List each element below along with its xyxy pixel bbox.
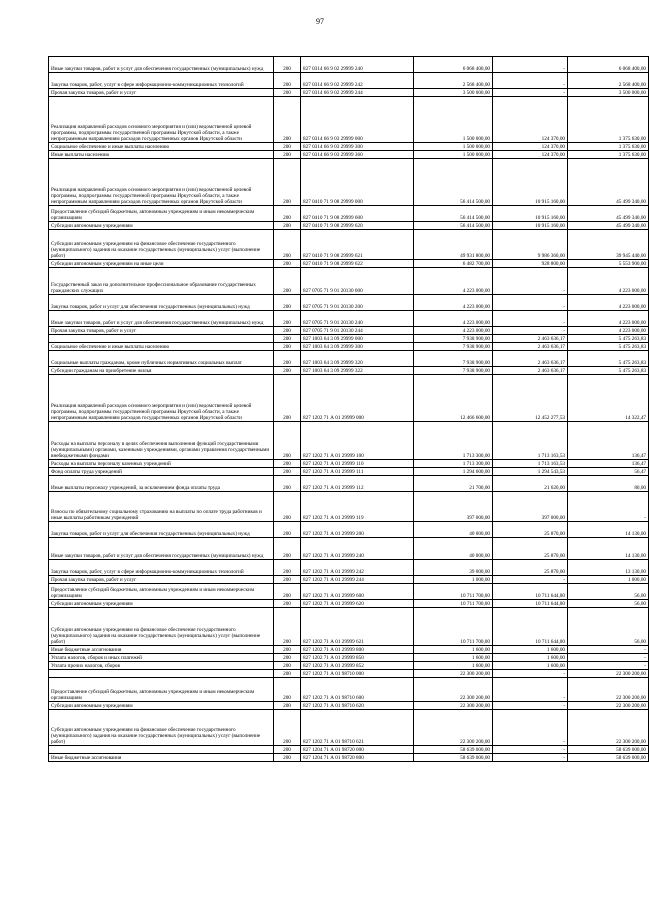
classification-code-cell: 827 0314 66 9 03 29999 000: [301, 97, 414, 143]
table-row: [49, 206, 649, 222]
approved-amount-cell: 40 000,00: [414, 522, 493, 538]
table-row: [49, 343, 649, 351]
line-code-cell: 200: [274, 206, 301, 222]
classification-code-cell: 827 0410 71 9 08 29999 622: [301, 260, 414, 268]
approved-amount-cell: 6 068 400,00: [414, 57, 493, 73]
approved-amount-cell: 1 600,00: [414, 646, 493, 654]
classification-code-cell: 827 1202 71 А 01 98710 000: [301, 670, 414, 678]
executed-amount-cell: -: [493, 754, 568, 762]
table-row: [49, 260, 649, 268]
line-code-cell: 200: [274, 468, 301, 476]
table-row: [49, 367, 649, 375]
approved-amount-cell: 3 500 000,00: [414, 89, 493, 97]
unexecuted-amount-cell: 80,00: [568, 476, 649, 492]
unexecuted-amount-cell: 45 499 340,00: [568, 206, 649, 222]
table-row: [49, 600, 649, 608]
approved-amount-cell: 56 414 500,00: [414, 206, 493, 222]
expenditure-name-cell: Уплата налогов, сборов и иных платежей: [49, 654, 274, 662]
unexecuted-amount-cell: 5 475 263,83: [568, 351, 649, 367]
expenditure-name-cell: Субсидии автономным учреждениям на иные цели: [49, 260, 274, 268]
page-number: 97: [316, 17, 324, 26]
line-code-cell: 200: [274, 584, 301, 600]
executed-amount-cell: 10 915 160,00: [493, 159, 568, 206]
classification-code-cell: 827 1003 64 3 09 29999 322: [301, 367, 414, 375]
unexecuted-amount-cell: 4 223 000,00: [568, 327, 649, 335]
unexecuted-amount-cell: 5 475 263,83: [568, 343, 649, 351]
approved-amount-cell: 6 482 700,00: [414, 260, 493, 268]
table-row: [49, 492, 649, 522]
unexecuted-amount-cell: 14 130,00: [568, 538, 649, 560]
line-code-cell: 200: [274, 151, 301, 159]
table-row: [49, 702, 649, 710]
line-code-cell: 200: [274, 422, 301, 460]
classification-code-cell: 827 1202 71 А 01 29999 100: [301, 422, 414, 460]
line-code-cell: 200: [274, 522, 301, 538]
expenditure-name-cell: Прочая закупка товаров, работ и услуг: [49, 576, 274, 584]
line-code-cell: 200: [274, 375, 301, 422]
line-code-cell: 200: [274, 73, 301, 89]
expenditure-name-cell: Иные закупки товаров, работ и услуг для обеспечения государственных (муниципальных) нужд: [49, 311, 274, 327]
unexecuted-amount-cell: 5 475 263,83: [568, 367, 649, 375]
table-row: [49, 97, 649, 143]
line-code-cell: 200: [274, 678, 301, 702]
expenditure-name-cell: Иные выплаты персоналу учреждений, за исключением фонда оплаты труда: [49, 476, 274, 492]
unexecuted-amount-cell: 1 375 630,00: [568, 151, 649, 159]
unexecuted-amount-cell: -: [568, 654, 649, 662]
classification-code-cell: 827 1003 64 3 09 29999 320: [301, 351, 414, 367]
table-row: [49, 576, 649, 584]
unexecuted-amount-cell: 56,00: [568, 608, 649, 646]
table-row: [49, 754, 649, 762]
executed-amount-cell: 928 800,00: [493, 260, 568, 268]
line-code-cell: 200: [274, 97, 301, 143]
classification-code-cell: 827 1204 71 А 01 98720 000: [301, 746, 414, 754]
line-code-cell: 200: [274, 646, 301, 654]
approved-amount-cell: 1 713 300,00: [414, 422, 493, 460]
line-code-cell: 200: [274, 311, 301, 327]
unexecuted-amount-cell: 39 945 440,00: [568, 230, 649, 260]
executed-amount-cell: 1 600,00: [493, 662, 568, 670]
expenditure-name-cell: Закупка товаров, работ, услуг в сфере информационно-коммуникационных технологий: [49, 73, 274, 89]
approved-amount-cell: 4 223 000,00: [414, 268, 493, 295]
classification-code-cell: 827 1202 71 А 01 29999 200: [301, 522, 414, 538]
approved-amount-cell: 10 711 700,00: [414, 584, 493, 600]
table-row: [49, 460, 649, 468]
table-row: [49, 678, 649, 702]
unexecuted-amount-cell: 58 639 000,00: [568, 746, 649, 754]
line-code-cell: 200: [274, 260, 301, 268]
executed-amount-cell: 10 711 644,00: [493, 584, 568, 600]
executed-amount-cell: -: [493, 678, 568, 702]
line-code-cell: 200: [274, 654, 301, 662]
executed-amount-cell: 10 915 160,00: [493, 222, 568, 230]
table-row: [49, 422, 649, 460]
classification-code-cell: 827 1202 71 А 01 29999 600: [301, 584, 414, 600]
expenditure-name-cell: Иные закупки товаров, работ и услуг для обеспечения государственных (муниципальных) нужд: [49, 57, 274, 73]
approved-amount-cell: 1 600,00: [414, 654, 493, 662]
table-row: [49, 335, 649, 343]
approved-amount-cell: 1 294 600,00: [414, 468, 493, 476]
table-row: [49, 327, 649, 335]
unexecuted-amount-cell: 3 500 000,00: [568, 89, 649, 97]
approved-amount-cell: 7 938 900,00: [414, 367, 493, 375]
classification-code-cell: 827 1202 71 А 01 29999 244: [301, 576, 414, 584]
expenditure-name-cell: Предоставление субсидий бюджетным, автономным учреждениям и иным некоммерческим организациям: [49, 206, 274, 222]
unexecuted-amount-cell: 22 300 200,00: [568, 710, 649, 746]
approved-amount-cell: 22 300 200,00: [414, 678, 493, 702]
executed-amount-cell: -: [493, 670, 568, 678]
line-code-cell: 200: [274, 222, 301, 230]
approved-amount-cell: 1 500 000,00: [414, 97, 493, 143]
table-row: [49, 468, 649, 476]
approved-amount-cell: 21 700,00: [414, 476, 493, 492]
table-row: [49, 538, 649, 560]
executed-amount-cell: 9 986 360,00: [493, 230, 568, 260]
classification-code-cell: 827 0314 66 9 02 29999 242: [301, 73, 414, 89]
expenditure-name-cell: Социальное обеспечение и иные выплаты населению: [49, 343, 274, 351]
table-row: [49, 608, 649, 646]
line-code-cell: 200: [274, 662, 301, 670]
unexecuted-amount-cell: -: [568, 492, 649, 522]
expenditure-name-cell: Иные закупки товаров, работ и услуг для обеспечения государственных (муниципальных) нужд: [49, 538, 274, 560]
approved-amount-cell: 7 938 900,00: [414, 351, 493, 367]
expenditure-name-cell: Фонд оплаты труда учреждений: [49, 468, 274, 476]
expenditure-name-cell: Субсидии автономным учреждениям: [49, 600, 274, 608]
unexecuted-amount-cell: 22 300 200,00: [568, 702, 649, 710]
classification-code-cell: 827 0705 71 9 01 20130 000: [301, 268, 414, 295]
line-code-cell: 200: [274, 670, 301, 678]
executed-amount-cell: 124 370,00: [493, 97, 568, 143]
approved-amount-cell: 1 500 000,00: [414, 143, 493, 151]
unexecuted-amount-cell: 1 000,00: [568, 576, 649, 584]
expenditure-name-cell: Прочая закупка товаров, работ и услуг: [49, 327, 274, 335]
classification-code-cell: 827 1003 64 3 09 29999 300: [301, 343, 414, 351]
unexecuted-amount-cell: -: [568, 662, 649, 670]
executed-amount-cell: -: [493, 327, 568, 335]
expenditure-name-cell: Субсидии автономным учреждениям на финансовое обеспечение государственного (муниципального) задания на оказание государственных (муниципальных) услуг (выполнение работ): [49, 710, 274, 746]
approved-amount-cell: 1 713 300,00: [414, 460, 493, 468]
expenditure-name-cell: Уплата прочих налогов, сборов: [49, 662, 274, 670]
unexecuted-amount-cell: 4 223 000,00: [568, 311, 649, 327]
approved-amount-cell: 56 414 500,00: [414, 222, 493, 230]
classification-code-cell: 827 1202 71 А 01 98710 620: [301, 702, 414, 710]
line-code-cell: 200: [274, 343, 301, 351]
executed-amount-cell: 25 870,00: [493, 560, 568, 576]
approved-amount-cell: 1 500 000,00: [414, 151, 493, 159]
line-code-cell: 200: [274, 476, 301, 492]
executed-amount-cell: 124 370,00: [493, 143, 568, 151]
line-code-cell: 200: [274, 57, 301, 73]
executed-amount-cell: -: [493, 73, 568, 89]
line-code-cell: 200: [274, 230, 301, 260]
classification-code-cell: 827 0314 66 9 03 29999 300: [301, 143, 414, 151]
table-row: [49, 230, 649, 260]
expenditure-name-cell: Социальное обеспечение и иные выплаты населению: [49, 143, 274, 151]
line-code-cell: 200: [274, 754, 301, 762]
classification-code-cell: 827 0314 66 9 02 29999 244: [301, 89, 414, 97]
approved-amount-cell: 39 000,00: [414, 560, 493, 576]
line-code-cell: 200: [274, 702, 301, 710]
expenditure-name-cell: [49, 746, 274, 754]
line-code-cell: 200: [274, 460, 301, 468]
executed-amount-cell: 397 000,00: [493, 492, 568, 522]
unexecuted-amount-cell: 56,00: [568, 584, 649, 600]
approved-amount-cell: 7 938 900,00: [414, 343, 493, 351]
approved-amount-cell: 12 466 600,00: [414, 375, 493, 422]
classification-code-cell: 827 1202 71 А 01 29999 119: [301, 492, 414, 522]
executed-amount-cell: 2 463 636,17: [493, 351, 568, 367]
table-row: [49, 476, 649, 492]
unexecuted-amount-cell: 5 553 900,00: [568, 260, 649, 268]
line-code-cell: 200: [274, 492, 301, 522]
classification-code-cell: 827 0410 71 9 08 29999 620: [301, 222, 414, 230]
table-row: [49, 522, 649, 538]
table-row: [49, 646, 649, 654]
expenditure-name-cell: Расходы на выплаты персоналу в целях обеспечения выполнения функций государственными (муниципальными) органами, казенными учреждениями, органами управления государственными внебюджетными фондами: [49, 422, 274, 460]
executed-amount-cell: -: [493, 702, 568, 710]
classification-code-cell: 827 1202 71 А 01 29999 620: [301, 600, 414, 608]
table-row: [49, 662, 649, 670]
executed-amount-cell: -: [493, 710, 568, 746]
approved-amount-cell: 22 300 200,00: [414, 702, 493, 710]
unexecuted-amount-cell: 56,47: [568, 468, 649, 476]
approved-amount-cell: 49 931 800,00: [414, 230, 493, 260]
line-code-cell: 200: [274, 335, 301, 343]
unexecuted-amount-cell: 1 375 630,00: [568, 97, 649, 143]
table-row: [49, 73, 649, 89]
expenditure-name-cell: Прочая закупка товаров, работ и услуг: [49, 89, 274, 97]
classification-code-cell: 827 0410 71 9 08 29999 621: [301, 230, 414, 260]
approved-amount-cell: 22 300 200,00: [414, 670, 493, 678]
executed-amount-cell: 1 600,00: [493, 646, 568, 654]
unexecuted-amount-cell: 58 639 000,00: [568, 754, 649, 762]
unexecuted-amount-cell: 22 300 200,00: [568, 678, 649, 702]
classification-code-cell: 827 0314 66 9 03 29999 360: [301, 151, 414, 159]
unexecuted-amount-cell: 136,47: [568, 422, 649, 460]
unexecuted-amount-cell: 45 499 340,00: [568, 159, 649, 206]
table-row: [49, 159, 649, 206]
table-row: [49, 375, 649, 422]
executed-amount-cell: 12 452 277,53: [493, 375, 568, 422]
executed-amount-cell: 10 711 644,00: [493, 608, 568, 646]
classification-code-cell: 827 0410 71 9 08 29999 600: [301, 206, 414, 222]
approved-amount-cell: 397 000,00: [414, 492, 493, 522]
classification-code-cell: 827 1202 71 А 01 29999 000: [301, 375, 414, 422]
expenditure-name-cell: Расходы на выплаты персоналу казенных учреждений: [49, 460, 274, 468]
unexecuted-amount-cell: 6 068 400,00: [568, 57, 649, 73]
unexecuted-amount-cell: 136,47: [568, 460, 649, 468]
expenditure-name-cell: Закупка товаров, работ, услуг в сфере информационно-коммуникационных технологий: [49, 560, 274, 576]
approved-amount-cell: 4 223 000,00: [414, 311, 493, 327]
table-row: [49, 222, 649, 230]
classification-code-cell: 827 1202 71 А 01 29999 800: [301, 646, 414, 654]
expenditure-name-cell: Субсидии гражданам на приобретение жилья: [49, 367, 274, 375]
table-row: [49, 710, 649, 746]
approved-amount-cell: 22 300 200,00: [414, 710, 493, 746]
executed-amount-cell: 124 370,00: [493, 151, 568, 159]
executed-amount-cell: -: [493, 89, 568, 97]
table-row: [49, 268, 649, 295]
expenditure-name-cell: Иные бюджетные ассигнования: [49, 754, 274, 762]
unexecuted-amount-cell: 14 322,47: [568, 375, 649, 422]
classification-code-cell: 827 1202 71 А 01 98710 621: [301, 710, 414, 746]
expenditure-name-cell: Реализация направлений расходов основного мероприятия и (или) ведомственной целевой программы, подпрограммы государственной программы Иркутской области, а также непрограммным направлениям расходов государственных органов Иркутской области: [49, 375, 274, 422]
approved-amount-cell: 58 639 000,00: [414, 754, 493, 762]
executed-amount-cell: 2 463 636,17: [493, 367, 568, 375]
approved-amount-cell: 1 000,00: [414, 576, 493, 584]
classification-code-cell: 827 1202 71 А 01 29999 110: [301, 460, 414, 468]
table-body: [49, 57, 649, 762]
executed-amount-cell: 10 915 160,00: [493, 206, 568, 222]
line-code-cell: 200: [274, 746, 301, 754]
expenditure-name-cell: Социальные выплаты гражданам, кроме публичных нормативных социальных выплат: [49, 351, 274, 367]
approved-amount-cell: 1 600,00: [414, 662, 493, 670]
table-row: [49, 295, 649, 311]
approved-amount-cell: 56 414 500,00: [414, 159, 493, 206]
executed-amount-cell: 25 870,00: [493, 522, 568, 538]
expenditure-name-cell: Взносы по обязательному социальному страхованию на выплаты по оплате труда работников и иные выплаты работникам учреждений: [49, 492, 274, 522]
executed-amount-cell: 1 294 543,53: [493, 468, 568, 476]
line-code-cell: 200: [274, 268, 301, 295]
executed-amount-cell: -: [493, 57, 568, 73]
classification-code-cell: 827 1202 71 А 01 98710 600: [301, 678, 414, 702]
classification-code-cell: 827 1202 71 А 01 29999 240: [301, 538, 414, 560]
unexecuted-amount-cell: 22 300 200,00: [568, 670, 649, 678]
unexecuted-amount-cell: 4 223 000,00: [568, 295, 649, 311]
line-code-cell: 200: [274, 600, 301, 608]
unexecuted-amount-cell: 5 475 263,83: [568, 335, 649, 343]
unexecuted-amount-cell: 45 499 340,00: [568, 222, 649, 230]
executed-amount-cell: -: [493, 576, 568, 584]
executed-amount-cell: 2 463 636,17: [493, 343, 568, 351]
line-code-cell: 200: [274, 295, 301, 311]
expenditure-name-cell: Закупка товаров, работ и услуг для обеспечения государственных (муниципальных) нужд: [49, 522, 274, 538]
unexecuted-amount-cell: 4 223 000,00: [568, 268, 649, 295]
table-row: [49, 89, 649, 97]
unexecuted-amount-cell: 14 130,00: [568, 522, 649, 538]
table-row: [49, 57, 649, 73]
executed-amount-cell: 10 711 644,00: [493, 600, 568, 608]
expenditure-name-cell: Закупка товаров, работ и услуг для обеспечения государственных (муниципальных) нужд: [49, 295, 274, 311]
line-code-cell: 200: [274, 367, 301, 375]
table-row: [49, 670, 649, 678]
unexecuted-amount-cell: 2 568 400,00: [568, 73, 649, 89]
expenditure-name-cell: Субсидии автономным учреждениям: [49, 702, 274, 710]
executed-amount-cell: 1 713 163,53: [493, 422, 568, 460]
line-code-cell: 200: [274, 143, 301, 151]
line-code-cell: 200: [274, 538, 301, 560]
expenditure-name-cell: Иные бюджетные ассигнования: [49, 646, 274, 654]
expenditure-name-cell: [49, 670, 274, 678]
expenditure-name-cell: [49, 335, 274, 343]
classification-code-cell: 827 1202 71 А 01 29999 850: [301, 654, 414, 662]
unexecuted-amount-cell: -: [568, 646, 649, 654]
table-row: [49, 351, 649, 367]
classification-code-cell: 827 1202 71 А 01 29999 852: [301, 662, 414, 670]
unexecuted-amount-cell: 13 130,00: [568, 560, 649, 576]
line-code-cell: 200: [274, 89, 301, 97]
classification-code-cell: 827 0705 71 9 01 20130 240: [301, 311, 414, 327]
executed-amount-cell: -: [493, 295, 568, 311]
line-code-cell: 200: [274, 710, 301, 746]
line-code-cell: 200: [274, 560, 301, 576]
table-row: [49, 654, 649, 662]
line-code-cell: 200: [274, 351, 301, 367]
expenditure-name-cell: Предоставление субсидий бюджетным, автономным учреждениям и иным некоммерческим организациям: [49, 584, 274, 600]
executed-amount-cell: 2 463 636,17: [493, 335, 568, 343]
expenditure-name-cell: Предоставление субсидий бюджетным, автономным учреждениям и иным некоммерческим организациям: [49, 678, 274, 702]
executed-amount-cell: -: [493, 311, 568, 327]
classification-code-cell: 827 0410 71 9 08 29999 000: [301, 159, 414, 206]
expenditure-name-cell: Иные выплаты населению: [49, 151, 274, 159]
classification-code-cell: 827 1202 71 А 01 29999 242: [301, 560, 414, 576]
line-code-cell: 200: [274, 608, 301, 646]
classification-code-cell: 827 1202 71 А 01 29999 621: [301, 608, 414, 646]
line-code-cell: 200: [274, 576, 301, 584]
executed-amount-cell: 21 620,00: [493, 476, 568, 492]
approved-amount-cell: 4 223 000,00: [414, 295, 493, 311]
expenditure-name-cell: Реализация направлений расходов основного мероприятия и (или) ведомственной целевой программы, подпрограммы государственной программы Иркутской области, а также непрограммным направлениям расходов государственных органов Иркутской области: [49, 97, 274, 143]
expenditure-name-cell: Государственный заказ на дополнительное профессиональное образование государственных гражданских служащих: [49, 268, 274, 295]
approved-amount-cell: 2 568 400,00: [414, 73, 493, 89]
approved-amount-cell: 4 223 000,00: [414, 327, 493, 335]
table-row: [49, 143, 649, 151]
approved-amount-cell: 10 711 700,00: [414, 600, 493, 608]
executed-amount-cell: 1 600,00: [493, 654, 568, 662]
classification-code-cell: 827 1003 64 3 09 29999 000: [301, 335, 414, 343]
table-row: [49, 311, 649, 327]
line-code-cell: 200: [274, 327, 301, 335]
unexecuted-amount-cell: 56,00: [568, 600, 649, 608]
classification-code-cell: 827 1202 71 А 01 29999 111: [301, 468, 414, 476]
table-row: [49, 151, 649, 159]
expenditure-name-cell: Реализация направлений расходов основного мероприятия и (или) ведомственной целевой программы, подпрограммы государственной программы Иркутской области, а также непрограммным направлениям расходов государственных органов Иркутской области: [49, 159, 274, 206]
classification-code-cell: 827 1204 71 А 01 98720 800: [301, 754, 414, 762]
expenditure-name-cell: Субсидии автономным учреждениям: [49, 222, 274, 230]
executed-amount-cell: 25 870,00: [493, 538, 568, 560]
executed-amount-cell: 1 713 163,53: [493, 460, 568, 468]
approved-amount-cell: 40 000,00: [414, 538, 493, 560]
approved-amount-cell: 7 938 900,00: [414, 335, 493, 343]
expenditure-name-cell: Субсидии автономным учреждениям на финансовое обеспечение государственного (муниципального) задания на оказание государственных (муниципальных) услуг (выполнение работ): [49, 230, 274, 260]
line-code-cell: 200: [274, 159, 301, 206]
expenditure-name-cell: Субсидии автономным учреждениям на финансовое обеспечение государственного (муниципального) задания на оказание государственных (муниципальных) услуг (выполнение работ): [49, 608, 274, 646]
unexecuted-amount-cell: 1 375 630,00: [568, 143, 649, 151]
executed-amount-cell: -: [493, 746, 568, 754]
table-row: [49, 584, 649, 600]
table-row: [49, 746, 649, 754]
classification-code-cell: 827 1202 71 А 01 29999 112: [301, 476, 414, 492]
classification-code-cell: 827 0705 71 9 01 20130 200: [301, 295, 414, 311]
approved-amount-cell: 10 711 700,00: [414, 608, 493, 646]
approved-amount-cell: 58 639 000,00: [414, 746, 493, 754]
executed-amount-cell: -: [493, 268, 568, 295]
budget-execution-table: [48, 56, 649, 762]
classification-code-cell: 827 0314 66 9 02 29999 240: [301, 57, 414, 73]
classification-code-cell: 827 0705 71 9 01 20130 244: [301, 327, 414, 335]
table-row: [49, 560, 649, 576]
